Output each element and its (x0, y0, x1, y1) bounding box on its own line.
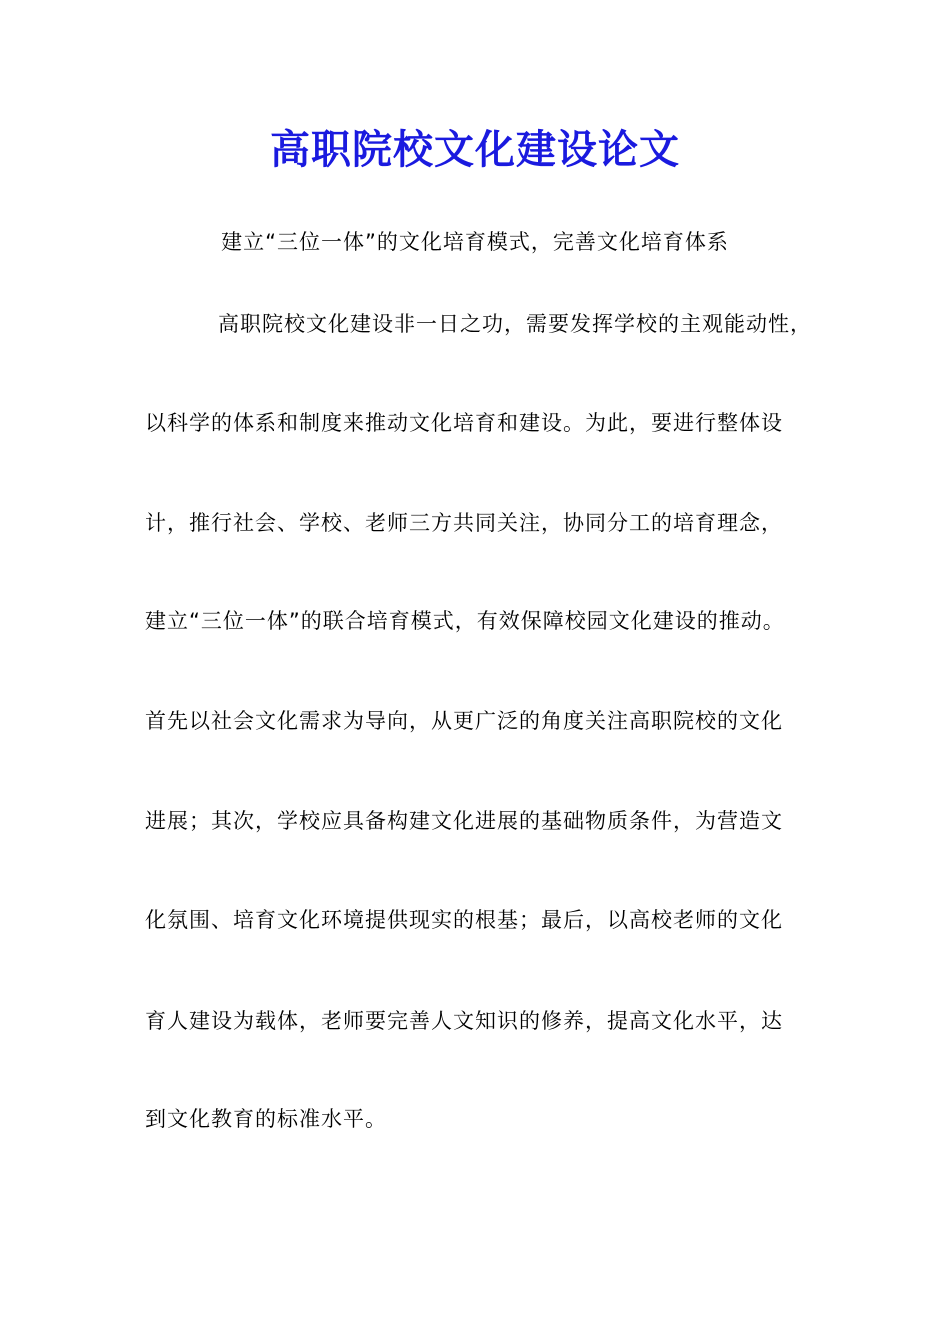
body-line: 进展；其次，学校应具备构建文化进展的基础物质条件，为营造文 (145, 809, 783, 833)
body-line: 到文化教育的标准水平。 (145, 1107, 387, 1131)
body-line: 首先以社会文化需求为导向，从更广泛的角度关注高职院校的文化 (145, 709, 783, 733)
body-line: 化氛围、培育文化环境提供现实的根基；最后，以高校老师的文化 (145, 908, 783, 932)
body-line: 计，推行社会、学校、老师三方共同关注，协同分工的培育理念， (145, 511, 783, 535)
body-line: 育人建设为载体，老师要完善人文知识的修养，提高文化水平，达 (145, 1009, 783, 1033)
body-line: 高职院校文化建设非一日之功，需要发挥学校的主观能动性， (218, 312, 812, 336)
body-line: 以科学的体系和制度来推动文化培育和建设。为此，要进行整体设 (145, 411, 783, 435)
body-line: 建立“三位一体”的联合培育模式，有效保障校园文化建设的推动。 (145, 609, 785, 633)
section-subtitle: 建立“三位一体”的文化培育模式，完善文化培育体系 (221, 230, 729, 254)
document-title: 高职院校文化建设论文 (270, 126, 680, 173)
